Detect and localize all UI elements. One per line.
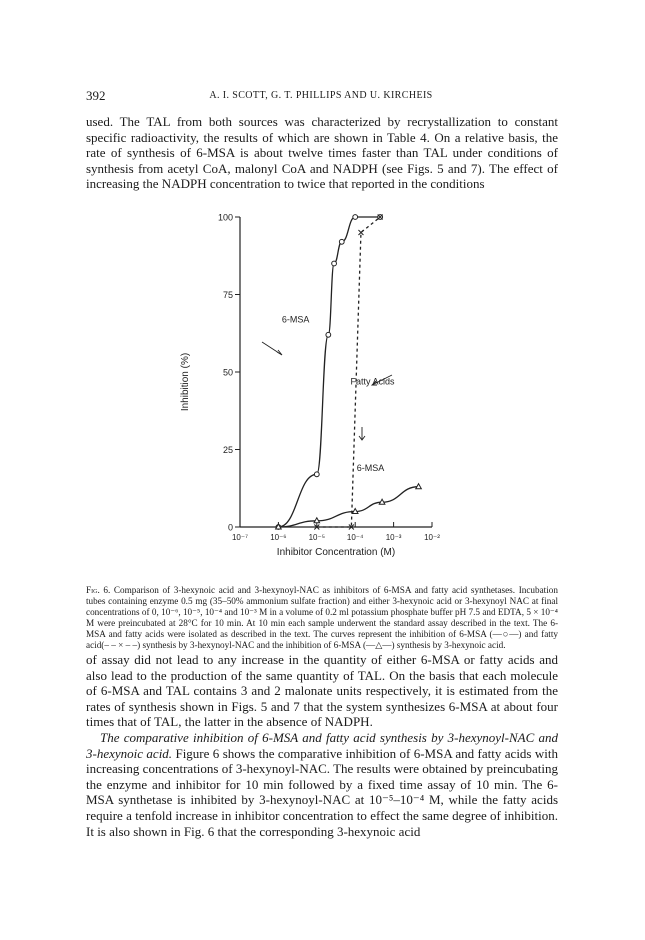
y-tick-label: 25	[222, 445, 233, 455]
caption-text: Comparison of 3-hexynoic acid and 3-hexynoyl-NAC as inhibitors of 6-MSA and fatty acid synthetases. Incubation tubes containing enzyme 0.5 mg (35–50% ammonium sulfate fraction) and either 3-hexynoic acid or 3-hexynoyl NAC at final concentrations of 0, 10⁻⁶, 10⁻⁵, 10⁻⁴ and 10⁻³ M in a volume of 0.2 ml potassium phosphate buffer pH 7.5 and EDTA, 5 × 10⁻⁴ M were preincubated at 28°C for 10 min. At 10 min each sample underwent the standard assay described in the text. The 6-MSA and fatty acids were isolated as described in the text. The curves represent the inhibition of 6-MSA (—○—) and fatty acid(– – × – –) synthesis by 3-hexynoyl-NAC and the inhibition of 6-MSA (—△—) synthesis by 3-hexynoic acid.	[86, 585, 558, 650]
y-axis-label: Inhibition (%)	[180, 352, 191, 412]
x-tick-label: 10⁻²	[424, 533, 440, 542]
x-tick-label: 10⁻⁶	[270, 533, 287, 542]
page-number: 392	[86, 88, 106, 103]
body-paragraph-1: used. The TAL from both sources was characterized by recrystallization to constant specific radioactivity, the results of which are shown in Table 4. On a relative basis, the rate of synthesis of 6-MSA is about twelve times faster than TAL under conditions of synthesis from acetyl CoA, malonyl CoA and NADPH (see Figs. 5 and 7). The effect of increasing the NADPH concentration to twice that reported in the conditions	[86, 114, 558, 192]
y-tick-label: 75	[222, 290, 233, 300]
x-axis-label: Inhibitor Concentration (M)	[276, 547, 396, 558]
y-tick-label: 100	[217, 212, 233, 223]
body-paragraph-2: of assay did not lead to any increase in the quantity of either 6-MSA or fatty acids and also lead to the production of the same quantity of TAL. On the basis that each molecule of 6-MSA and TAL contains 3 and 2 malonate units respectively, it is estimated from the rates of synthesis shown in Figs. 5 and 7 that the system synthesizes 6-MSA at about four times that of TAL, the latter in the absence of NADPH.	[86, 652, 558, 730]
body-text-bottom	[86, 652, 558, 839]
annotation-label: 6-MSA	[281, 314, 310, 325]
chart-labels	[180, 213, 440, 559]
annotation-arrow	[262, 342, 282, 355]
caption-label: Fig. 6.	[86, 585, 111, 595]
section-heading: The comparative inhibition of 6-MSA and fatty acid synthesis by 3-hexynoyl-NAC and 3-hexynoic acid.	[86, 729, 558, 761]
body-paragraph-3	[86, 730, 558, 839]
chart-markers	[276, 215, 422, 530]
series-line-msa_acid	[278, 487, 418, 527]
paragraph-3-text: Figure 6 shows the comparative inhibition of 6-MSA and fatty acids with increasing concentrations of 3-hexynoyl-NAC. The results were obtained by preincubating the enzyme and inhibitor for 10 min followed by a fixed time assay of 10 min. The 6-MSA synthetase is inhibited by 3-hexynoyl-NAC at 10⁻⁵–10⁻⁴ M, while the fatty acids require a tenfold increase in inhibitor concentration to effect the same degree of inhibition. It is also shown in Fig. 6 that the corresponding 3-hexynoic acid	[86, 745, 559, 839]
running-head: A. I. SCOTT, G. T. PHILLIPS AND U. KIRCHEIS	[209, 90, 433, 101]
point-circle	[353, 215, 358, 220]
annotation-label: Fatty Acids	[350, 376, 395, 387]
point-circle	[314, 472, 319, 477]
x-tick-label: 10⁻³	[385, 533, 402, 542]
point-triangle	[276, 524, 282, 529]
x-tick-label: 10⁻⁴	[346, 533, 364, 542]
x-tick-label: 10⁻⁷	[231, 533, 249, 542]
annotation-arrow	[359, 427, 365, 440]
point-circle	[339, 239, 344, 244]
annotation-label: 6-MSA	[356, 463, 385, 474]
chart-curves	[262, 217, 419, 527]
point-circle	[332, 261, 337, 266]
figure-6-chart	[160, 205, 470, 580]
series-line-msa_nac	[278, 217, 380, 527]
y-tick-label: 50	[222, 367, 233, 378]
point-cross	[358, 230, 363, 235]
figure-caption	[86, 585, 558, 651]
page-header	[86, 88, 556, 104]
series-line-fatty_nac	[317, 217, 380, 527]
point-triangle	[416, 484, 422, 489]
point-triangle	[352, 509, 358, 514]
point-triangle	[379, 499, 385, 504]
y-tick-label: 0	[227, 522, 233, 533]
point-triangle	[314, 518, 320, 523]
x-tick-label: 10⁻⁵	[308, 533, 326, 542]
point-circle	[326, 332, 331, 337]
